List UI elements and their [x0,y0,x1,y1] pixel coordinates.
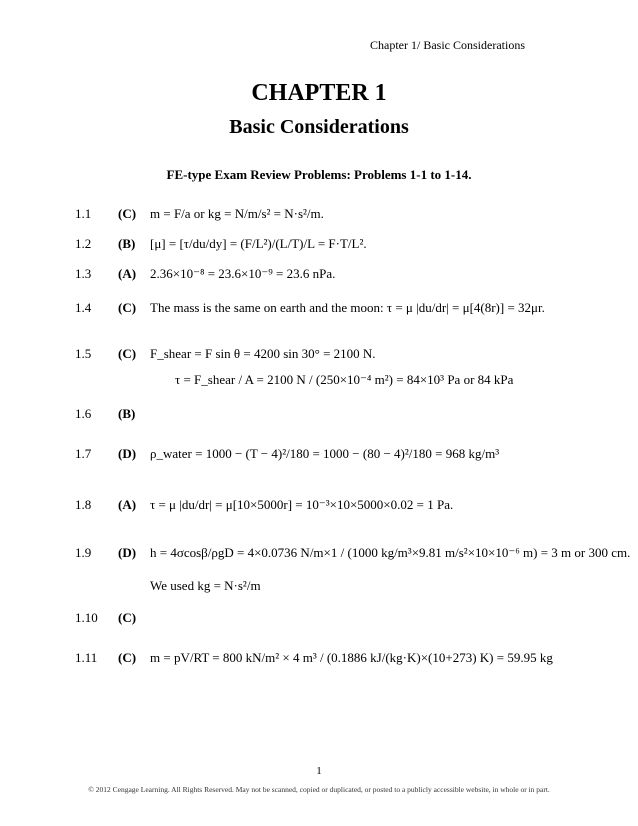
problem-answer: (C) [118,610,137,625]
problem-solution: m = pV/RT = 800 kN/m² × 4 m³ / (0.1886 kJ/(kg·K)×(10+273) K) = 59.95 kg [150,650,553,665]
problem-solution: F_shear = F sin θ = 4200 sin 30° = 2100 N. [150,346,376,361]
page-number: 1 [316,765,322,777]
problem-number: 1.11 [75,650,98,665]
running-header: Chapter 1/ Basic Considerations [370,38,525,52]
problem-number: 1.1 [75,206,92,221]
problem-number: 1.10 [75,610,98,625]
problem-number: 1.4 [75,300,92,315]
problem-number: 1.9 [75,545,92,560]
problem-answer: (B) [118,236,136,251]
problem-solution: τ = μ |du/dr| = μ[10×5000r] = 10⁻³×10×5000×0.02 = 1 Pa. [150,497,454,512]
problem-answer: (C) [118,300,137,315]
problem-answer: (C) [118,206,137,221]
problem-solution: 2.36×10⁻⁸ = 23.6×10⁻⁹ = 23.6 nPa. [150,266,336,281]
problem-answer: (D) [118,545,137,560]
problem-number: 1.3 [75,266,92,281]
copyright-notice: © 2012 Cengage Learning. All Rights Reserved. May not be scanned, copied or duplicated, or posted to a publicly accessible website, in whole or in part. [88,785,550,794]
problem-answer: (C) [118,650,137,665]
problem-answer: (B) [118,406,136,421]
problem-equation: τ = μ |du/dr| = μ[4(8r)] = 32μr. [386,300,545,315]
problem-solution: h = 4σcosβ/ρgD = 4×0.0736 N/m×1 / (1000 kg/m³×9.81 m/s²×10×10⁻⁶ m) = 3 m or 300 cm. [150,545,631,560]
problem-answer: (C) [118,346,137,361]
problem-number: 1.6 [75,406,92,421]
problem-note-text: We used kg = N·s²/m [150,578,261,593]
problem-text: The mass is the same on earth and the moon: [150,300,384,315]
problem-answer: (A) [118,497,137,512]
problem-number: 1.8 [75,497,92,512]
problem-number: 1.7 [75,446,92,461]
problem-solution: ρ_water = 1000 − (T − 4)²/180 = 1000 − (80 − 4)²/180 = 968 kg/m³ [150,446,500,461]
problem-solution [150,300,545,316]
problem-equation: τ = F_shear / A = 2100 N / (250×10⁻⁴ m²) = 84×10³ Pa or 84 kPa [175,372,514,387]
problem-number: 1.5 [75,346,92,361]
section-subtitle: FE-type Exam Review Problems: Problems 1-1 to 1-14. [166,167,472,182]
problem-answer: (A) [118,266,137,281]
chapter-title: Basic Considerations [229,116,409,138]
problem-solution: [μ] = [τ/du/dy] = (F/L²)/(L/T)/L = F·T/L². [150,236,367,251]
chapter-number: CHAPTER 1 [251,80,387,106]
problem-solution: m = F/a or kg = N/m/s² = N·s²/m. [150,206,324,221]
problem-number: 1.2 [75,236,92,251]
problem-answer: (D) [118,446,137,461]
